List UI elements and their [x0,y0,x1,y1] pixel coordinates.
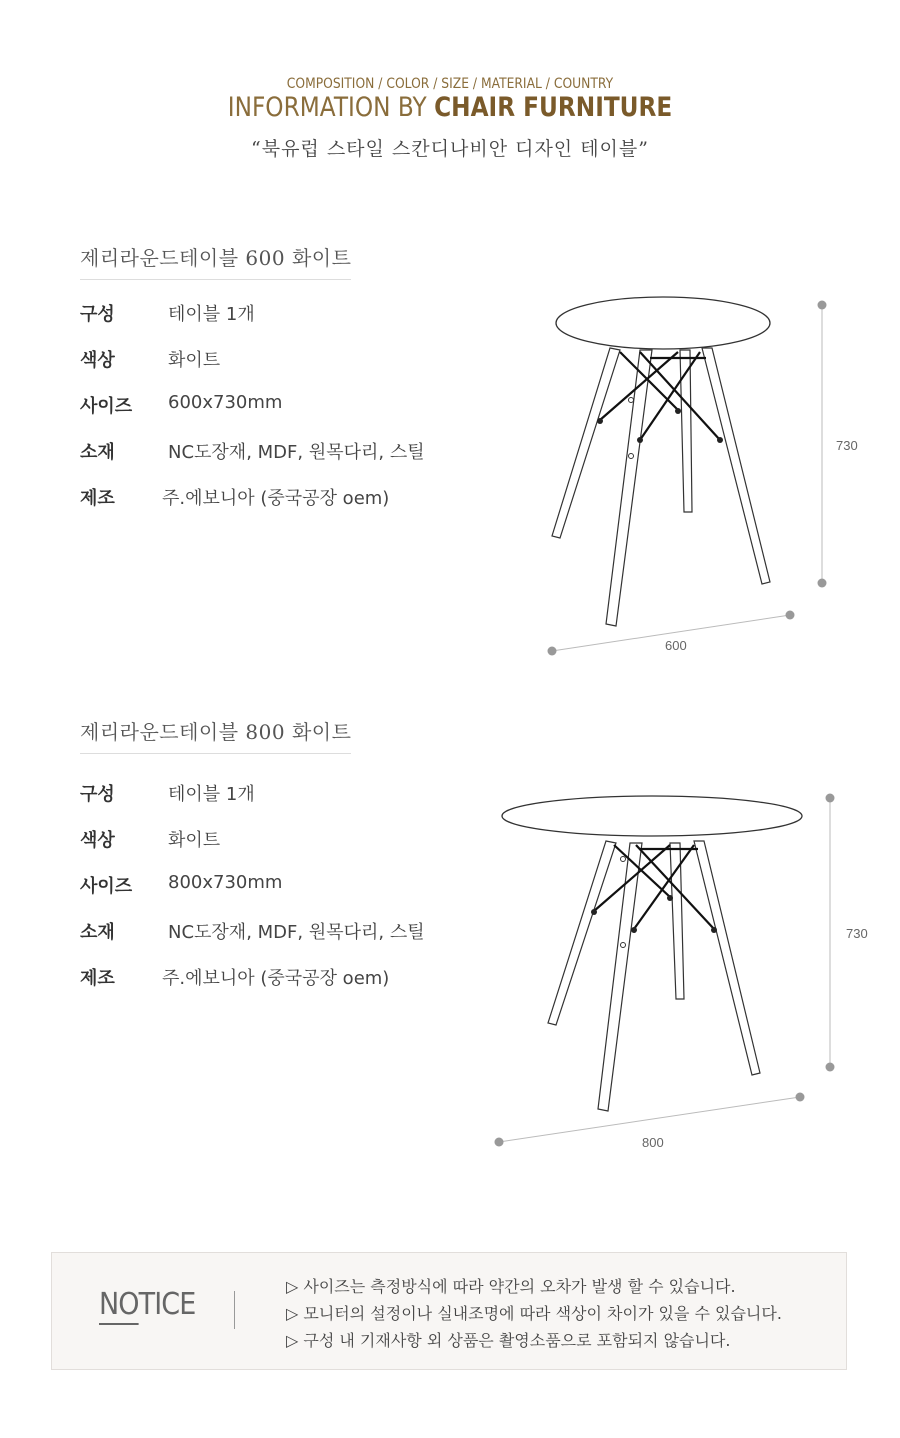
dimension-dot [786,611,795,620]
page-header [0,76,900,161]
table-leg [670,843,684,999]
spec-key: 구성 [80,304,115,325]
header-title-prefix: INFORMATION BY [227,92,435,123]
header-subtitle: COMPOSITION / COLOR / SIZE / MATERIAL / COUNTRY [286,76,614,92]
leg-bolt [621,857,626,862]
steel-braces [600,352,720,440]
table-leg [694,841,760,1075]
table-leg [702,348,770,584]
spec-value: NC도장재, MDF, 원목다리, 스틸 [168,922,425,943]
spec-value: 테이블 1개 [168,304,255,325]
spec-key: 구성 [80,784,115,805]
notice-title [99,1287,195,1322]
notice-item: ▷ 모니터의 설정이나 실내조명에 따라 색상이 차이가 있을 수 있습니다. [286,1304,782,1323]
notice-item: ▷ 사이즈는 측정방식에 따라 약간의 오차가 발생 할 수 있습니다. [286,1277,736,1296]
header-brand: CHAIR FURNITURE [434,92,673,123]
table-top [502,796,802,836]
dimension-dot [818,301,827,310]
spec-key: 색상 [80,350,115,371]
notice-box [51,1252,847,1370]
table-legs [552,348,770,626]
spec-value: 테이블 1개 [168,784,255,805]
dimension-dot [495,1138,504,1147]
notice-title-underlined: NO [99,1287,139,1325]
notice-title-rest: TICE [138,1287,196,1322]
notice-item: ▷ 구성 내 기재사항 외 상품은 촬영소품으로 포함되지 않습니다. [286,1331,731,1350]
table-leg [552,348,620,538]
spec-value: 화이트 [168,830,221,851]
table-600-illustration [530,290,870,670]
spec-key: 색상 [80,830,115,851]
notice-divider [234,1291,235,1329]
table-top [556,297,770,349]
spec-key: 소재 [80,922,115,943]
spec-key: 소재 [80,442,115,463]
steel-braces [594,845,714,929]
height-dimension-label: 730 [836,438,858,453]
spec-key: 제조 [80,968,115,989]
spec-value: 600x730mm [168,392,283,413]
leg-bolt [621,943,626,948]
table-leg [548,841,616,1025]
dimension-dot [818,579,827,588]
brace-joints [597,408,723,443]
dimension-dot [548,647,557,656]
dimension-dot [826,794,835,803]
dimension-dot [826,1063,835,1072]
height-dimension-label: 730 [846,926,868,941]
table-leg [606,350,652,626]
spec-key: 사이즈 [80,876,133,897]
product-title: 제리라운드테이블 800 화이트 [80,716,351,754]
header-title [63,92,837,124]
leg-bolt [629,398,634,403]
spec-key: 제조 [80,488,115,509]
spec-value: 주.에보니아 (중국공장 oem) [162,488,390,509]
width-dimension-label: 600 [665,638,687,653]
spec-value: 주.에보니아 (중국공장 oem) [162,968,390,989]
dimension-dot [796,1093,805,1102]
spec-value: NC도장재, MDF, 원목다리, 스틸 [168,442,425,463]
header-quote: “북유럽 스타일 스칸디나비안 디자인 테이블” [251,138,649,160]
table-leg [598,843,642,1111]
spec-key: 사이즈 [80,396,133,417]
spec-value: 800x730mm [168,872,283,893]
width-dimension-label: 800 [642,1135,664,1150]
notice-list [286,1273,782,1354]
spec-value: 화이트 [168,350,221,371]
table-800-illustration [490,785,880,1165]
leg-bolt [629,454,634,459]
product-title: 제리라운드테이블 600 화이트 [80,242,351,280]
